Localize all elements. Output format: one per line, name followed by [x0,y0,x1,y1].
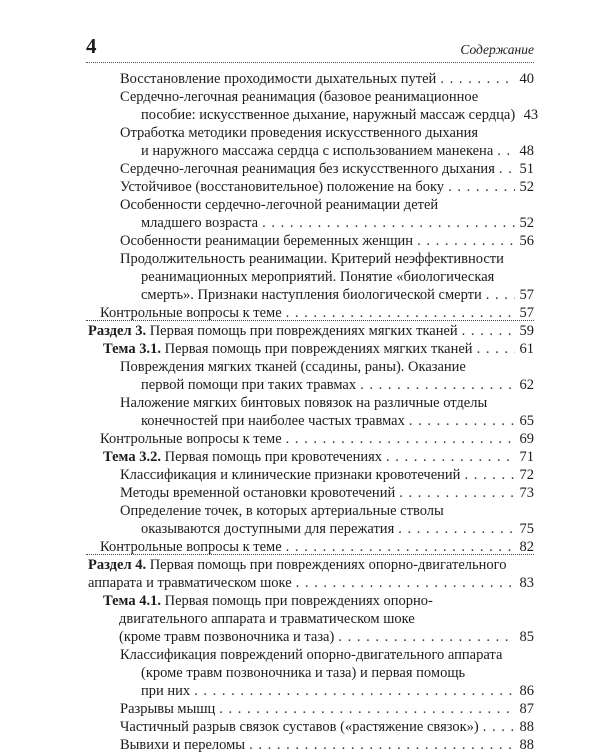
running-head: Содержание [460,42,534,57]
toc-entry-text: аппарата и травматическом шоке [88,575,292,591]
toc-entry-label: Тема 3.1. [103,341,161,357]
leader-dots [486,286,515,304]
toc-entry-page: 59 [519,323,534,339]
toc-entry-text: Разрывы мышц [120,701,216,717]
toc-entry-text: реанимационных мероприятий. Понятие «биологическая [141,269,495,285]
leader-dots [296,574,515,592]
toc-entry-text: Устойчивое (восстановительное) положение на боку [120,179,445,195]
toc-entry-page: 71 [519,449,534,465]
toc-entry-page: 61 [519,341,534,357]
toc-entry-page: 83 [519,575,534,591]
toc-entry-text: младшего возраста [141,215,259,231]
leader-dots [483,718,515,736]
toc-entry-text: (кроме травм позвоночника и таза) [119,629,335,645]
leader-dots [477,340,515,358]
toc-entry-text: Определение точек, в которых артериальные стволы [120,503,444,519]
toc-entry-text: первой помощи при таких травмах [141,377,357,393]
toc-entry-text: Восстановление проходимости дыхательных путей [120,71,437,87]
leader-dots [399,484,515,502]
toc-entry-page: 43 [523,107,539,123]
leader-dots [440,70,515,88]
toc-entry-text: Первая помощь при повреждениях мягких тканей [146,323,458,339]
toc-entry-text: Особенности сердечно-легочной реанимации детей [120,197,439,213]
toc-entry-page: 69 [519,431,534,447]
toc-entry-text: пособие: искусственное дыхание, наружный массаж сердца) [141,107,516,123]
leader-dots [497,142,515,160]
toc-entry-text: Сердечно-легочная реанимация без искусственного дыхания [120,161,495,177]
toc-entry-text: Особенности реанимации беременных женщин [120,233,414,249]
toc-entry-page: 88 [519,719,534,735]
leader-dots [398,520,515,538]
toc-entry-text: Контрольные вопросы к теме [100,431,282,447]
leader-dots [417,232,515,250]
toc-entry-label: Раздел 4. [88,557,147,573]
leader-dots [386,448,515,466]
section-separator [86,554,534,555]
toc-entry-text: Методы временной остановки кровотечений [120,485,396,501]
toc-entry-text: Классификация повреждений опорно-двигательного аппарата [120,647,503,663]
toc-entry-text: Вывихи и переломы [120,737,246,753]
toc-entry-page: 48 [519,143,534,159]
toc-entry-page: 72 [519,467,534,483]
leader-dots [464,466,515,484]
toc-entry-page: 52 [519,215,534,231]
toc-entry-text: Продолжительность реанимации. Критерий неэффективности [120,251,504,267]
section-separator [86,320,534,321]
toc-entry-page: 51 [519,161,534,177]
toc-entry-label: Раздел 3. [88,323,147,339]
toc-entry-text: Классификация и клинические признаки кровотечений [120,467,461,483]
leader-dots [499,160,515,178]
toc-entry-page: 82 [519,539,534,555]
toc-entry-text: Первая помощь при кровотечениях [160,449,383,465]
toc-entry-label: Тема 3.2. [103,449,161,465]
toc-entry-text: Частичный разрыв связок суставов («растяжение связок») [120,719,479,735]
header-rule [86,62,534,63]
toc-entry-text: конечностей при наиболее частых травмах [141,413,405,429]
leader-dots [409,412,515,430]
toc-entry-text: Наложение мягких бинтовых повязок на различные отделы [120,395,488,411]
toc-entry-text: смерть». Признаки наступления биологической смерти [141,287,482,303]
toc-entry-page: 86 [519,683,534,699]
toc-entry-text: Контрольные вопросы к теме [100,305,282,321]
toc-entry-label: Тема 4.1. [103,593,161,609]
toc-entry-page: 88 [519,737,534,753]
toc-entry-text: Первая помощь при повреждениях опорно- [160,593,433,609]
leader-dots [249,736,515,754]
toc-entry-text: при них [141,683,191,699]
leader-dots [219,700,515,718]
toc-entry-text: Отработка методики проведения искусственного дыхания [120,125,479,141]
toc-entry-page: 85 [519,629,534,645]
leader-dots [262,214,515,232]
leader-dots [194,682,515,700]
toc-entry-page: 75 [519,521,534,537]
toc-entry-page: 40 [519,71,534,87]
toc-entry-text: и наружного массажа сердца с использованием манекена [141,143,494,159]
toc-entry-page: 57 [519,287,534,303]
toc-entry-text: Сердечно-легочная реанимация (базовое реанимационное [120,89,479,105]
leader-dots [338,628,515,646]
toc-entry-text: Контрольные вопросы к теме [100,539,282,555]
leader-dots [448,178,515,196]
toc-entry-text: Первая помощь при повреждениях опорно-двигательного [146,557,507,573]
leader-dots [462,322,515,340]
leader-dots [360,376,515,394]
toc-entry-text: Повреждения мягких тканей (ссадины, раны). Оказание [120,359,466,375]
toc-entry-page: 62 [519,377,534,393]
toc-entry-page: 52 [519,179,534,195]
toc-entry-page: 56 [519,233,534,249]
toc-entry-page: 73 [519,485,534,501]
toc-entry-page: 87 [519,701,534,717]
toc-entry-page: 65 [519,413,534,429]
toc-entry-page: 57 [519,305,534,321]
leader-dots [286,430,515,448]
toc-entry-text: оказываются доступными для пережатия [141,521,395,537]
toc-entry-text: двигательного аппарата и травматическом шоке [119,611,415,627]
toc-entry-text: (кроме травм позвоночника и таза) и первая помощь [141,665,466,681]
toc-entry-text: Первая помощь при повреждениях мягких тканей [160,341,473,357]
page-number: 4 [86,34,97,58]
